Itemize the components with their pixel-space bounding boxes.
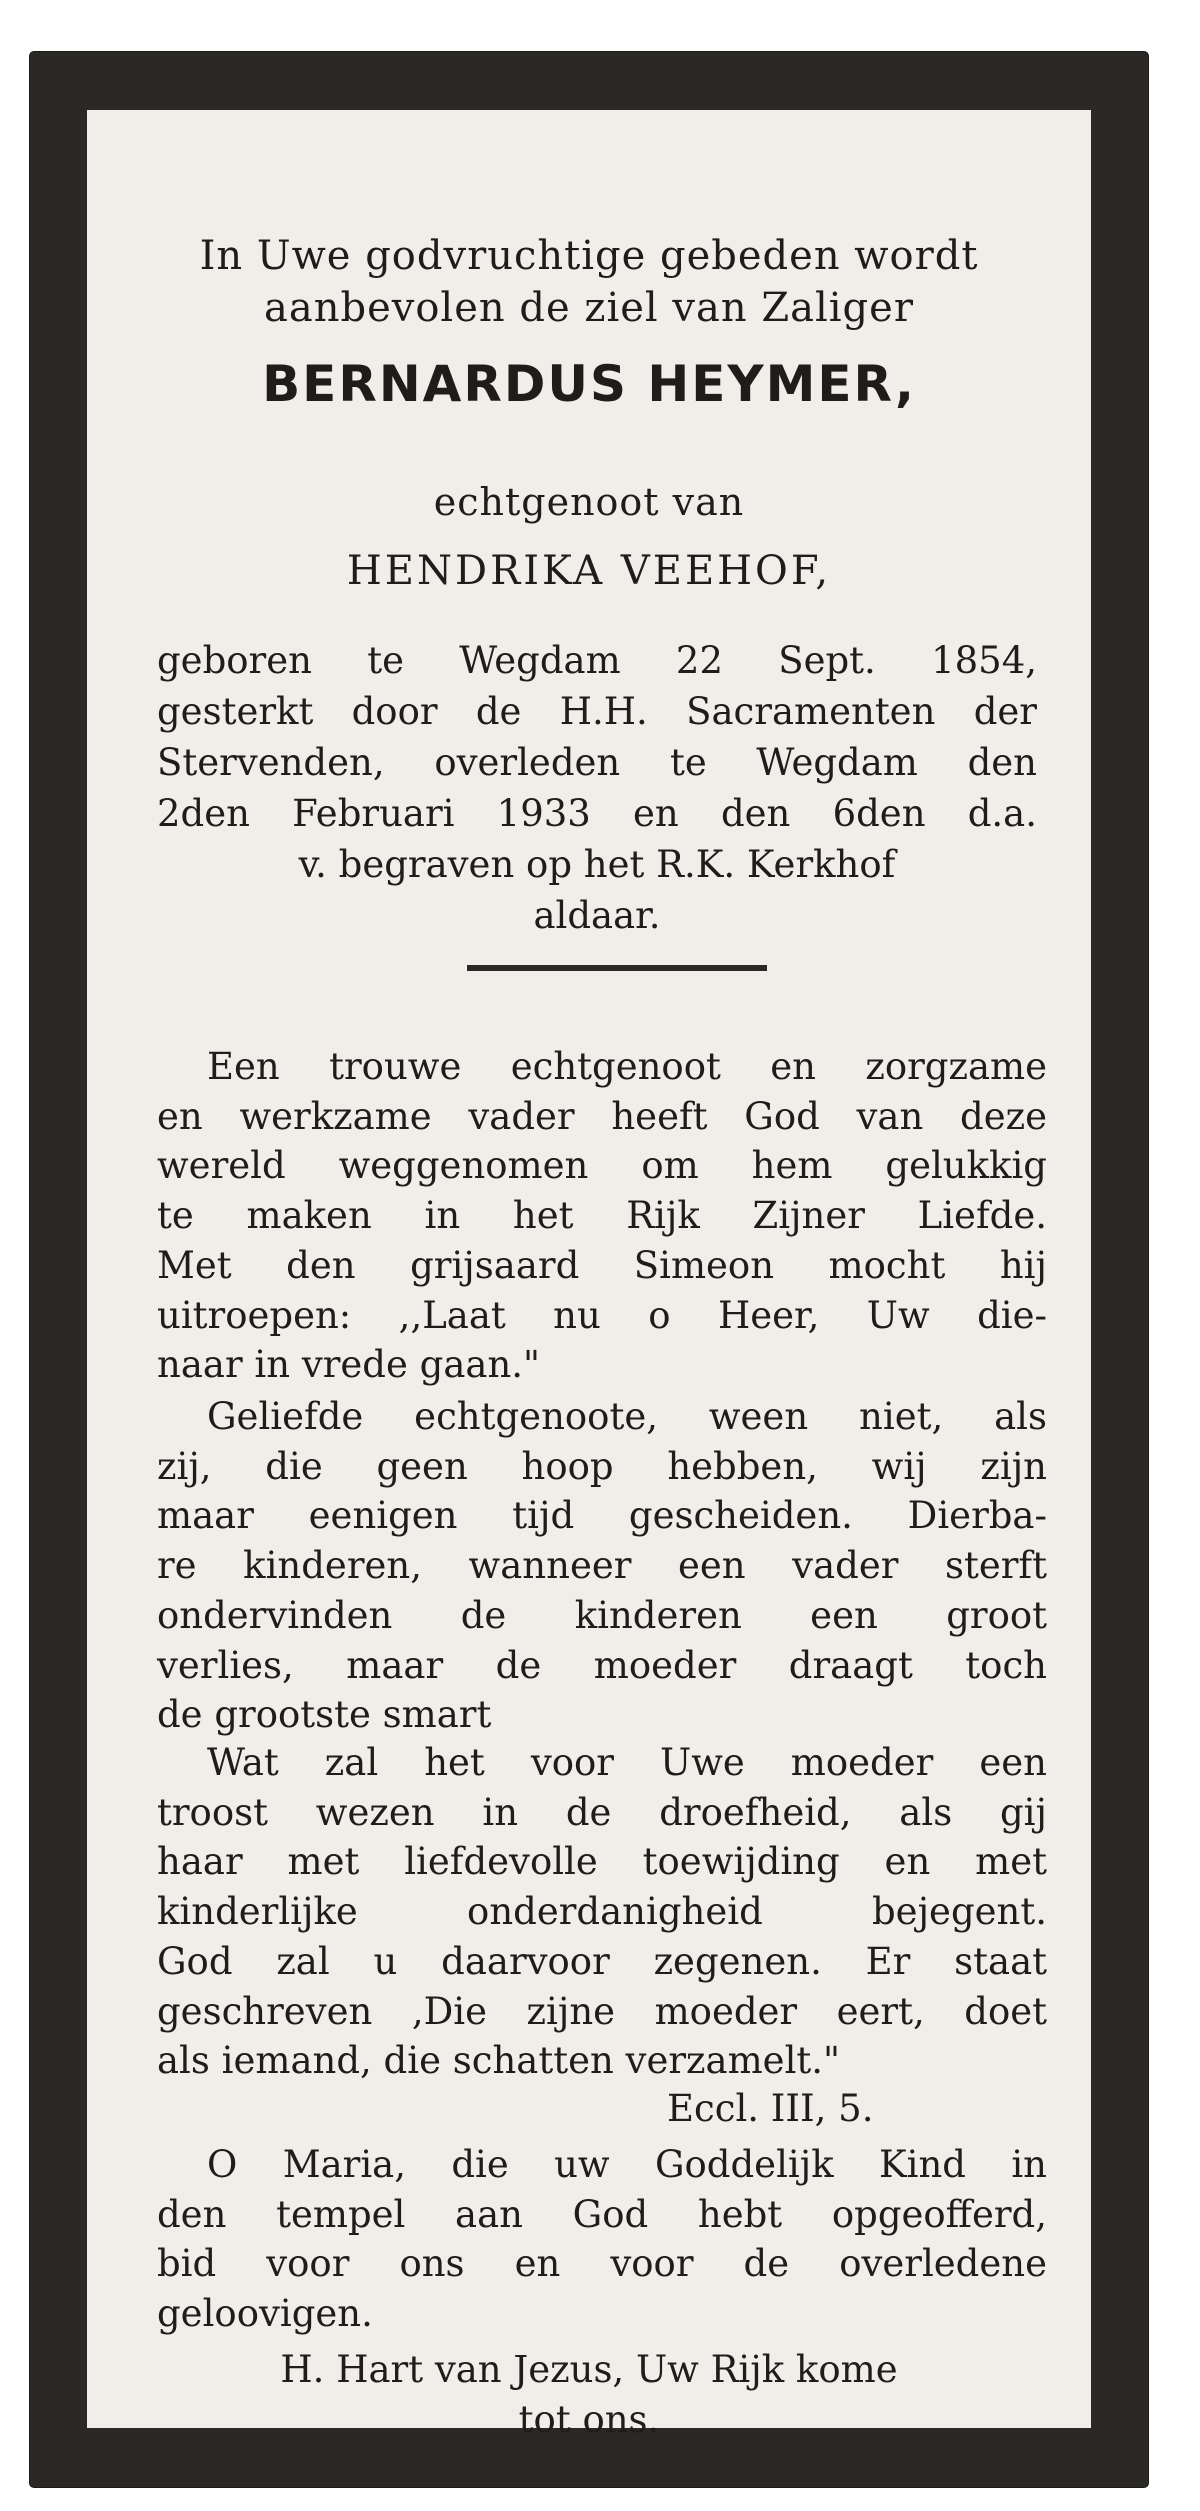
memorial-card	[30, 52, 1148, 2487]
text-line: Geliefde echtgenoote, ween niet, als	[207, 1395, 1047, 1438]
intro-text	[87, 230, 1091, 334]
text-line: zij, die geen hoop hebben, wij zijn	[157, 1444, 1047, 1488]
text-line: de grootste smart	[157, 1693, 492, 1737]
text-line: als iemand, die schatten verzamelt."	[157, 2039, 841, 2083]
spouse-label: echtgenoot van	[433, 480, 745, 524]
divider-rule	[467, 965, 767, 971]
dates-line: gesterkt door de H.H. Sacramenten der	[157, 690, 1037, 733]
text-line: troost wezen in de droefheid, als gij	[157, 1790, 1047, 1834]
closing-line: H. Hart van Jezus, Uw Rijk kome	[280, 2348, 898, 2391]
text-line: maar eenigen tijd gescheiden. Dierba-	[157, 1494, 1047, 1538]
deceased-name: BERNARDUS HEYMER,	[262, 355, 916, 413]
text-line: naar in vrede gaan."	[157, 1343, 541, 1387]
life-dates	[157, 635, 1037, 941]
text-line: bid voor ons en voor de overledene	[157, 2242, 1047, 2286]
text-line: te maken in het Rijk Zijner Liefde.	[157, 1194, 1047, 1238]
text-line: den tempel aan God hebt opgeofferd,	[157, 2192, 1047, 2236]
paragraph-prayer	[157, 2140, 1047, 2339]
dates-line: Stervenden, overleden te Wegdam den	[157, 741, 1037, 784]
dates-line: aldaar.	[533, 894, 661, 937]
dates-line: v. begraven op het R.K. Kerkhof	[298, 843, 896, 886]
text-line: haar met liefdevolle toewijding en met	[157, 1840, 1047, 1884]
paragraph-spouse	[157, 1392, 1047, 1740]
text-line: Met den grijsaard Simeon mocht hij	[157, 1243, 1047, 1287]
text-line: en werkzame vader heeft God van deze	[157, 1094, 1047, 1138]
dates-line: geboren te Wegdam 22 Sept. 1854,	[157, 639, 1037, 682]
text-line: uitroepen: ,,Laat nu o Heer, Uw die-	[157, 1293, 1047, 1337]
text-line: ondervinden de kinderen een groot	[157, 1593, 1047, 1637]
paragraph-remembrance	[157, 1042, 1047, 1390]
scripture-citation: Eccl. III, 5.	[667, 2087, 874, 2130]
text-line: geschreven ,Die zijne moeder eert, doet	[157, 1989, 1047, 2033]
text-line: verlies, maar de moeder draagt toch	[157, 1643, 1047, 1687]
intro-line: In Uwe godvruchtige gebeden wordt	[199, 233, 979, 279]
intro-line: aanbevolen de ziel van Zaliger	[264, 285, 914, 331]
text-line: God zal u daarvoor zegenen. Er staat	[157, 1939, 1047, 1983]
text-line: O Maria, die uw Goddelijk Kind in	[207, 2143, 1047, 2186]
text-line: wereld weggenomen om hem gelukkig	[157, 1144, 1047, 1188]
dates-line: 2den Februari 1933 en den 6den d.a.	[157, 792, 1037, 835]
closing-invocation	[87, 2345, 1091, 2445]
text-line: Een trouwe echtgenoot en zorgzame	[207, 1045, 1047, 1088]
text-line: kinderlijke onderdanigheid bejegent.	[157, 1890, 1047, 1934]
text-line: Wat zal het voor Uwe moeder een	[207, 1741, 1047, 1784]
text-line: geloovigen.	[157, 2292, 373, 2336]
text-line: re kinderen, wanneer een vader sterft	[157, 1544, 1047, 1588]
closing-line: tot ons.	[518, 2398, 660, 2441]
paragraph-mother	[157, 1738, 1047, 2086]
card-paper	[87, 110, 1091, 2441]
spouse-name: HENDRIKA VEEHOF,	[346, 548, 832, 594]
